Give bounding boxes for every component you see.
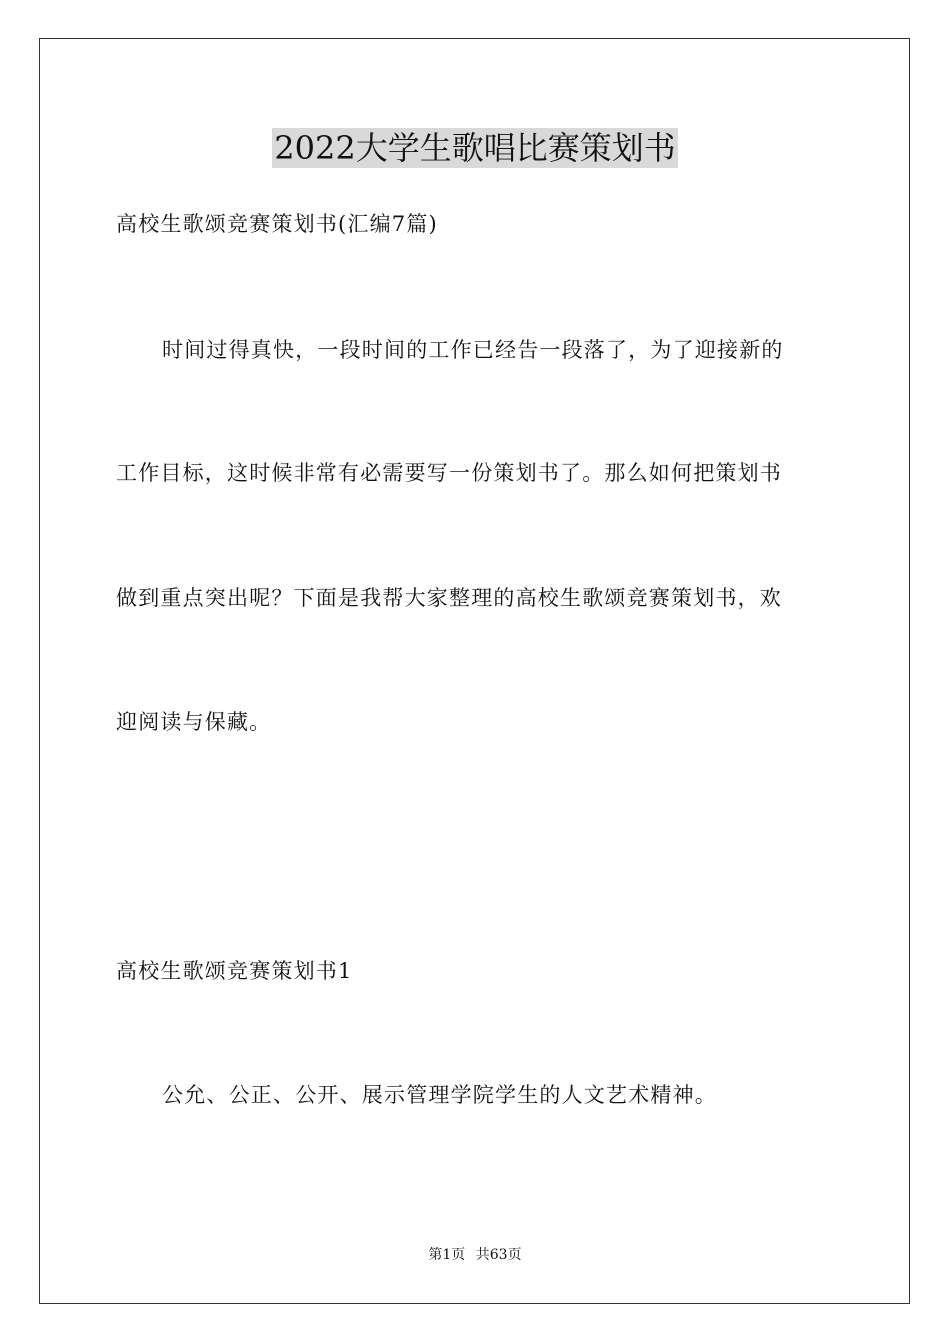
intro-line-4: 迎阅读与保藏。	[116, 710, 272, 734]
page-total: 共63页	[475, 1247, 522, 1263]
page-footer	[0, 1246, 950, 1264]
section-paragraph: 公允、公正、公开、展示管理学院学生的人文艺术精神。	[162, 1083, 717, 1107]
intro-line-2: 工作目标，这时候非常有必需要写一份策划书了。那么如何把策划书	[116, 461, 782, 485]
page-current: 第1页	[428, 1247, 466, 1263]
document-title: 2022大学生歌唱比赛策划书	[274, 129, 676, 167]
section-heading: 高校生歌颂竞赛策划书1	[116, 959, 353, 983]
intro-line-3: 做到重点突出呢？下面是我帮大家整理的高校生歌颂竞赛策划书，欢	[116, 586, 782, 610]
intro-line-1: 时间过得真快，一段时间的工作已经告一段落了，为了迎接新的	[162, 338, 784, 362]
title-container	[0, 128, 950, 168]
document-subtitle: 高校生歌颂竞赛策划书(汇编7篇)	[116, 212, 438, 236]
